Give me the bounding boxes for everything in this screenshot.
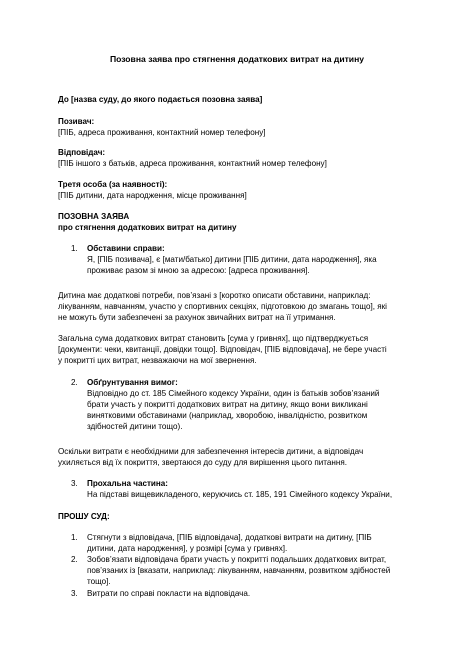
section-1-number: 1. [71, 244, 78, 253]
third-party-label: Третя особа (за наявності): [58, 180, 168, 189]
paragraph-line: ухиляється від їх покриття, звертаюся до суду для вирішення цього питання. [58, 458, 347, 467]
paragraph-line: Оскільки витрати є необхідними для забезпечення інтересів дитини, а відповідач [58, 447, 364, 456]
section-2-title: Обґрунтування вимог: [87, 378, 178, 387]
request-item-line: Стягнути з відповідача, [ПІБ відповідача], додаткові витрати на дитину, [ПІБ [87, 533, 372, 542]
claim-heading: ПОЗОВНА ЗАЯВА [58, 212, 130, 221]
request-item-line: дитини, дата народження], у розмірі [сума у гривнях]. [87, 544, 288, 553]
document-title: Позовна заява про стягнення додаткових витрат на дитину [109, 54, 365, 64]
request-item-line: Витрати по справі покласти на відповідача. [87, 589, 251, 598]
section-2-line: здібностей дитини тощо). [87, 422, 183, 431]
claim-subheading: про стягнення додаткових витрат на дитину [58, 223, 237, 232]
request-item-number: 1. [71, 533, 78, 542]
paragraph-line: Дитина має додаткові потреби, пов’язані з [коротко описати обставини, наприклад: [58, 291, 371, 300]
paragraph-line: лікуванням, навчанням, участю у спортивних секціях, підготовкою до змагань тощо], які [58, 302, 387, 311]
section-1-title: Обставини справи: [87, 244, 165, 253]
third-party-value: [ПІБ дитини, дата народження, місце проживання] [58, 191, 247, 200]
section-2-line: брати участь у покритті додаткових витрат на дитину, якщо вони викликані [87, 400, 368, 409]
plaintiff-label: Позивач: [58, 117, 95, 126]
section-2-number: 2. [71, 378, 78, 387]
request-item-number: 3. [71, 589, 78, 598]
defendant-value: [ПІБ іншого з батьків, адреса проживання, контактний номер телефону] [58, 159, 327, 168]
section-2-line: винятковими обставинами (наприклад, хворобою, інвалідністю, розвитком [87, 411, 368, 420]
request-item-line: Зобов’язати відповідача брати участь у покритті подальших додаткових витрат, [87, 555, 387, 564]
section-1-line: проживає разом зі мною за адресою: [адреса проживання]. [87, 266, 310, 275]
paragraph-line: у покритті цих витрат, незважаючи на мої звернення. [58, 356, 257, 365]
section-3-number: 3. [71, 479, 78, 488]
defendant-label: Відповідач: [58, 148, 106, 157]
section-2-line: Відповідно до ст. 185 Сімейного кодексу України, один із батьків зобов’язаний [87, 389, 380, 398]
request-item-line: пов’язаних із [вказати, наприклад: лікуванням, навчанням, розвитком здібностей [87, 566, 391, 575]
section-1-line: Я, [ПІБ позивача], є [мати/батько] дитини [ПІБ дитини, дата народження], яка [87, 255, 377, 264]
section-3-title: Прохальна частина: [87, 479, 168, 488]
paragraph-line: не можуть бути забезпечені за рахунок звичайних витрат на її утримання. [58, 313, 336, 322]
request-item-number: 2. [71, 555, 78, 564]
request-heading: ПРОШУ СУД: [58, 512, 110, 521]
court-line: До [назва суду, до якого подається позовна заява] [58, 95, 263, 104]
request-item-line: тощо]. [87, 577, 111, 586]
plaintiff-value: [ПІБ, адреса проживання, контактний номер телефону] [58, 128, 266, 137]
paragraph-line: [документи: чеки, квитанції, довідки тощо]. Відповідач, [ПІБ відповідача], не бере участі [58, 345, 387, 354]
paragraph-line: Загальна сума додаткових витрат становить [сума у гривнях], що підтверджується [58, 334, 369, 343]
section-3-line: На підставі вищевикладеного, керуючись ст. 185, 191 Сімейного кодексу України, [87, 490, 393, 499]
